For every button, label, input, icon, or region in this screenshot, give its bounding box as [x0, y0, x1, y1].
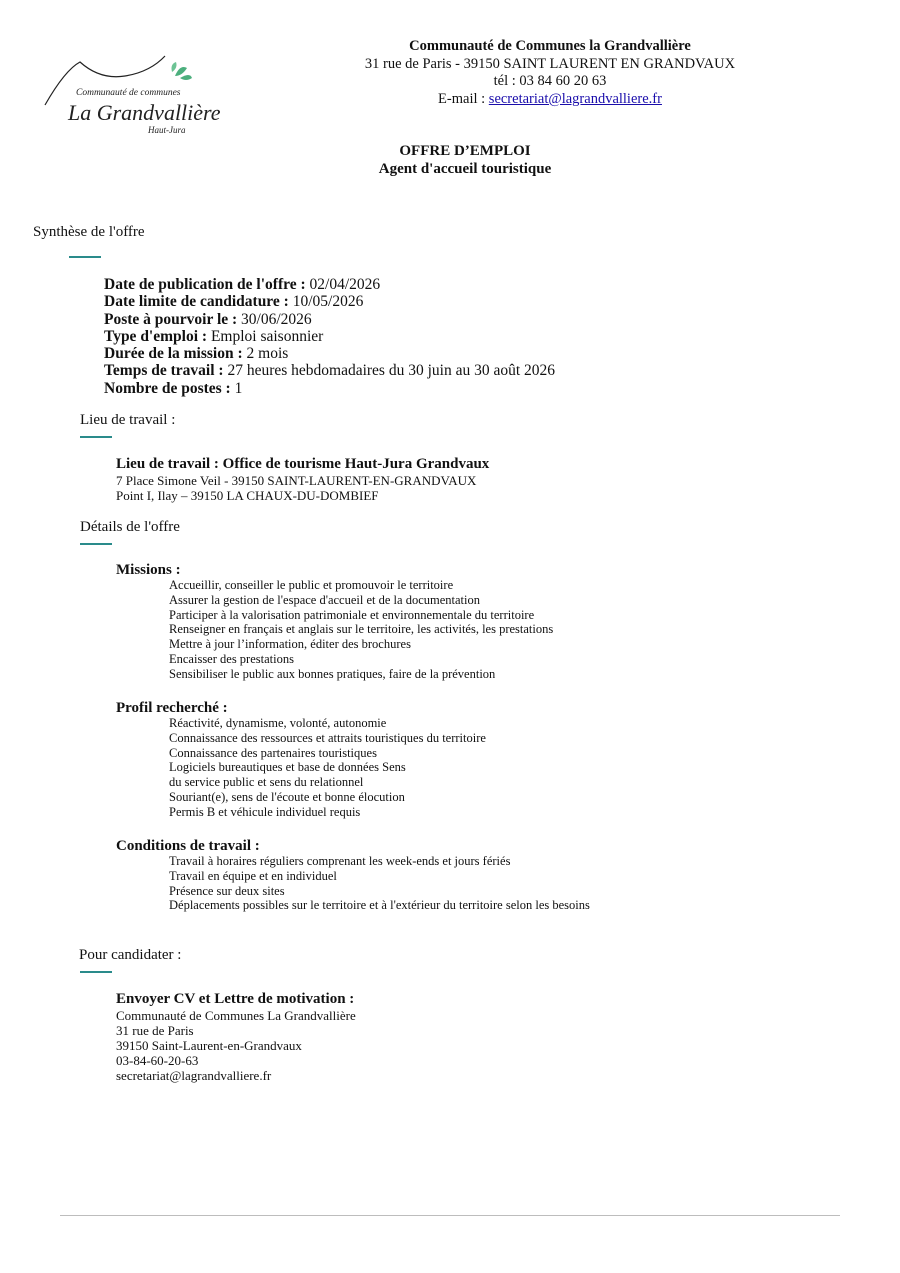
synthese-row	[104, 276, 555, 293]
synthese-row	[104, 311, 555, 328]
section-divider	[80, 436, 112, 438]
synthese-value: 10/05/2026	[292, 293, 364, 311]
candidater-block	[116, 990, 356, 1083]
list-item: Encaisser des prestations	[169, 651, 294, 666]
candidater-subhead: Envoyer CV et Lettre de motivation :	[116, 991, 355, 1007]
synthese-value: Emploi saisonnier	[210, 327, 324, 345]
header-tel: tél : 03 84 60 20 63	[493, 73, 607, 89]
list-item: Travail en équipe et en individuel	[169, 868, 337, 883]
logo-graphic	[40, 50, 240, 145]
list-item: Souriant(e), sens de l'écoute et bonne élocution	[169, 789, 405, 804]
section-divider	[69, 256, 101, 258]
synthese-row	[104, 380, 555, 397]
lieu-subhead: Lieu de travail : Office de tourisme Haut-Jura Grandvaux	[116, 456, 490, 472]
section-synthese-title: Synthèse de l'offre	[33, 224, 145, 240]
list-item: Assurer la gestion de l'espace d'accueil et de la documentation	[169, 592, 480, 607]
candidater-line: 03-84-60-20-63	[116, 1053, 199, 1068]
logo-name: La Grandvallière	[68, 100, 221, 125]
missions-label: Missions :	[116, 562, 181, 578]
synthese-label: Durée de la mission :	[104, 345, 247, 363]
conditions-label: Conditions de travail :	[116, 838, 260, 854]
synthese-list	[104, 276, 555, 397]
synthese-row	[104, 362, 555, 379]
list-item: Accueillir, conseiller le public et promouvoir le territoire	[169, 578, 454, 592]
synthese-value: 27 heures hebdomadaires du 30 juin au 30 août 2026	[227, 362, 556, 380]
logo-org-line: Communauté de communes	[76, 88, 181, 98]
synthese-row	[104, 293, 555, 310]
section-candidater-title: Pour candidater :	[79, 947, 182, 963]
list-item: Logiciels bureautiques et base de données Sens	[169, 760, 406, 775]
candidater-email: secretariat@lagrandvalliere.fr	[116, 1068, 272, 1083]
header-email-link[interactable]: secretariat@lagrandvalliere.fr	[488, 90, 662, 107]
synthese-value: 30/06/2026	[241, 310, 312, 328]
missions-list	[169, 578, 553, 682]
list-item: Déplacements possibles sur le territoire et à l'extérieur du territoire selon les besoins	[169, 898, 590, 913]
letterhead	[330, 38, 770, 108]
conditions-list	[169, 854, 590, 913]
logo-region: Haut-Jura	[148, 125, 186, 135]
synthese-value: 2 mois	[246, 345, 289, 363]
header-org: Communauté de Communes la Grandvallière	[409, 38, 691, 54]
section-divider	[80, 543, 112, 545]
synthese-label: Nombre de postes :	[104, 379, 235, 397]
candidater-line: 39150 Saint-Laurent-en-Grandvaux	[116, 1038, 302, 1053]
title-line2: Agent d'accueil touristique	[378, 161, 552, 177]
list-item: Réactivité, dynamisme, volonté, autonomie	[169, 716, 387, 730]
lieu-line: 7 Place Simone Veil - 39150 SAINT-LAURENT-EN-GRANDVAUX	[116, 473, 477, 488]
candidater-line: 31 rue de Paris	[116, 1023, 194, 1038]
synthese-row	[104, 328, 555, 345]
synthese-label: Date limite de candidature :	[104, 293, 293, 311]
document-title	[300, 142, 630, 178]
list-item: Sensibiliser le public aux bonnes pratiques, faire de la prévention	[169, 666, 496, 681]
synthese-label: Poste à pourvoir le :	[104, 310, 242, 328]
lieu-block	[116, 455, 489, 503]
synthese-label: Date de publication de l'offre :	[104, 276, 310, 293]
synthese-value: 02/04/2026	[309, 276, 381, 293]
section-details-title: Détails de l'offre	[80, 519, 180, 535]
list-item: Renseigner en français et anglais sur le territoire, les activités, les prestations	[169, 622, 554, 637]
profil-list	[169, 716, 486, 820]
profil-label: Profil recherché :	[116, 700, 228, 716]
header-address: 31 rue de Paris - 39150 SAINT LAURENT EN GRANDVAUX	[364, 55, 736, 72]
synthese-value: 1	[234, 379, 243, 397]
leaf-icon	[172, 62, 193, 80]
synthese-label: Temps de travail :	[104, 362, 228, 380]
synthese-row	[104, 345, 555, 362]
section-divider	[80, 971, 112, 973]
header-email-line	[330, 91, 770, 109]
footer-divider	[60, 1215, 840, 1216]
candidater-line: Communauté de Communes La Grandvallière	[116, 1008, 356, 1023]
list-item: Présence sur deux sites	[169, 883, 285, 898]
list-item: Permis B et véhicule individuel requis	[169, 804, 361, 819]
synthese-label: Type d'emploi :	[104, 327, 211, 345]
title-line1: OFFRE D’EMPLOI	[399, 143, 531, 159]
list-item: Mettre à jour l’information, éditer des brochures	[169, 637, 411, 652]
org-logo	[40, 50, 240, 145]
header-email-label: E-mail :	[438, 90, 489, 107]
section-lieu-title: Lieu de travail :	[80, 412, 176, 428]
list-item: Travail à horaires réguliers comprenant les week-ends et jours fériés	[169, 854, 511, 868]
list-item: du service public et sens du relationnel	[169, 775, 364, 790]
list-item: Participer à la valorisation patrimoniale et environnementale du territoire	[169, 607, 535, 622]
lieu-line: Point I, Ilay – 39150 LA CHAUX-DU-DOMBIEF	[116, 488, 379, 503]
list-item: Connaissance des partenaires touristiques	[169, 745, 377, 760]
list-item: Connaissance des ressources et attraits touristiques du territoire	[169, 730, 486, 745]
